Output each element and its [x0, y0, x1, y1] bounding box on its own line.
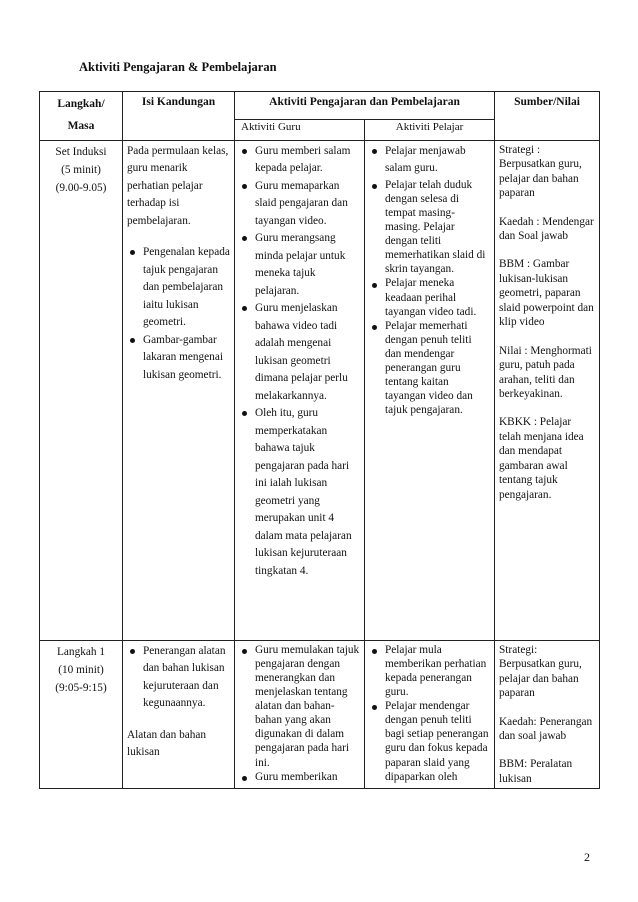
- step-duration: (5 minit): [61, 163, 101, 176]
- list-item: Pelajar mula memberikan perhatian kepada penerangan guru.: [369, 643, 490, 699]
- guru-cell: [235, 140, 365, 640]
- list-item: Penerangan alatan dan bahan lukisan kejuruteraan dan kegunaannya.: [127, 643, 230, 713]
- sumber-strategi: Strategi : Berpusatkan guru, pelajar dan bahan paparan: [499, 143, 582, 200]
- step-name: Langkah 1: [57, 645, 105, 658]
- header-sumber: Sumber/Nilai: [495, 92, 600, 141]
- isi-cell: [123, 640, 235, 789]
- list-item: Pengenalan kepada tajuk pengajaran dan pembelajaran iaitu lukisan geometri.: [127, 244, 230, 332]
- lesson-plan-table: [39, 91, 600, 789]
- sumber-bbm: BBM : Gambar lukisan-lukisan geometri, paparan slaid powerpoint dan klip video: [499, 258, 594, 329]
- list-item: Pelajar memerhati dengan penuh teliti dan mendengar penerangan guru tentang kaitan tayangan video dan tajuk pengajaran.: [369, 319, 490, 418]
- sumber-cell: [495, 140, 600, 640]
- list-item: Guru memberi salam kepada pelajar.: [239, 143, 360, 178]
- sumber-kaedah: Kaedah: Penerangan dan soal jawab: [499, 715, 593, 742]
- header-langkah: [40, 92, 123, 141]
- list-item: Pelajar telah duduk dengan selesa di tempat masing-masing. Pelajar dengan teliti memerhatikan slaid di skrin tayangan.: [369, 178, 490, 277]
- sumber-kaedah: Kaedah : Mendengar dan Soal jawab: [499, 215, 594, 242]
- pelajar-cell: [365, 640, 495, 789]
- sumber-strategi: Strategi: Berpusatkan guru, pelajar dan bahan paparan: [499, 643, 582, 700]
- step-time: (9:05-9:15): [55, 681, 107, 694]
- list-item: Gambar-gambar lakaran mengenai lukisan geometri.: [127, 332, 230, 385]
- header-row: [40, 92, 600, 120]
- sumber-bbm: BBM: Peralatan lukisan: [499, 758, 573, 785]
- section-heading: Aktiviti Pengajaran & Pembelajaran: [79, 60, 277, 74]
- list-item: Guru memulakan tajuk pengajaran dengan menerangkan dan menjelaskan tentang alatan dan bahan-bahan yang akan digunakan di dalam pengajaran pada hari ini.: [239, 643, 360, 770]
- step-cell: [40, 140, 123, 640]
- table-row: [40, 140, 600, 640]
- step-name: Set Induksi: [55, 145, 107, 158]
- sumber-kbkk: KBKK : Pelajar telah menjana idea dan mendapat gambaran awal tentang tajuk pengajaran.: [499, 416, 584, 501]
- isi-intro: Pada permulaan kelas, guru menarik perhatian pelajar terhadap isi pembelajaran.: [127, 144, 229, 227]
- step-time: (9.00-9.05): [55, 181, 107, 194]
- list-item: Guru memberikan: [239, 770, 360, 784]
- list-item: Guru menjelaskan bahawa video tadi adalah mengenai lukisan geometri dimana pelajar perlu melakarkannya.: [239, 300, 360, 405]
- list-item: Pelajar meneka keadaan perihal tayangan video tadi.: [369, 276, 490, 318]
- step-duration: (10 minit): [58, 663, 104, 676]
- subheader-pelajar: Aktiviti Pelajar: [365, 120, 495, 140]
- table-row: [40, 640, 600, 789]
- guru-list: [239, 143, 360, 581]
- list-item: Guru merangsang minda pelajar untuk meneka tajuk pelajaran.: [239, 230, 360, 300]
- isi-list: [127, 244, 230, 384]
- sumber-nilai: Nilai : Menghormati guru, patuh pada arahan, teliti dan berkeyakinan.: [499, 344, 592, 401]
- isi-after: Alatan dan bahan lukisan: [127, 728, 207, 759]
- sumber-cell: [495, 640, 600, 789]
- pelajar-cell: [365, 140, 495, 640]
- pelajar-list: [369, 143, 490, 418]
- header-aktiviti: Aktiviti Pengajaran dan Pembelajaran: [235, 92, 495, 120]
- list-item: Guru memaparkan slaid pengajaran dan tayangan video.: [239, 178, 360, 231]
- list-item: Oleh itu, guru memperkatakan bahawa tajuk pengajaran pada hari ini ialah lukisan geometri yang merupakan unit 4 dalam mata pelajaran lukisan kejuruteraan tingkatan 4.: [239, 405, 360, 580]
- pelajar-list: [369, 643, 490, 784]
- header-langkah-line1: Langkah/: [57, 98, 105, 110]
- list-item: Pelajar mendengar dengan penuh teliti bagi setiap penerangan guru dan fokus kepada paparan slaid yang dipaparkan oleh: [369, 699, 490, 784]
- guru-cell: [235, 640, 365, 789]
- header-isi: Isi Kandungan: [123, 92, 235, 141]
- header-langkah-line2: Masa: [67, 119, 95, 132]
- page-number: 2: [584, 850, 590, 864]
- list-item: Pelajar menjawab salam guru.: [369, 143, 490, 178]
- isi-cell: [123, 140, 235, 640]
- subheader-guru: Aktiviti Guru: [235, 120, 365, 140]
- isi-list: [127, 643, 230, 713]
- guru-list: [239, 643, 360, 784]
- step-cell: [40, 640, 123, 789]
